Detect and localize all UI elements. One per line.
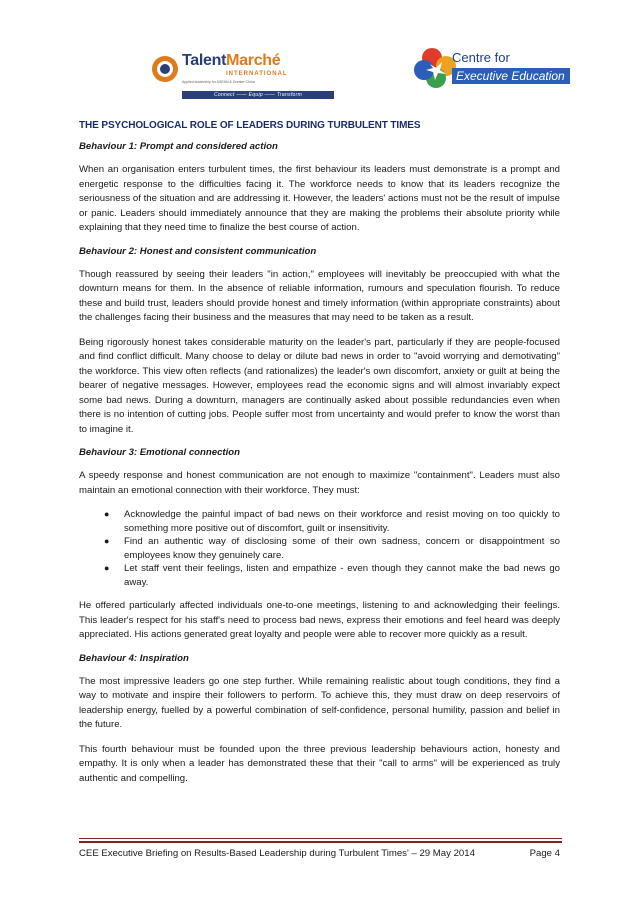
footer-citation: CEE Executive Briefing on Results-Based Leadership during Turbulent Times' – 29 May 2014 bbox=[79, 848, 475, 859]
talentmarche-wordmark bbox=[182, 52, 280, 70]
footer-divider-thick bbox=[79, 841, 562, 843]
section-heading-behaviour-2: Behaviour 2: Honest and consistent communication bbox=[79, 245, 317, 257]
cee-name-line1: Centre for bbox=[452, 50, 510, 65]
document-title: THE PSYCHOLOGICAL ROLE OF LEADERS DURING TURBULENT TIMES bbox=[79, 120, 421, 131]
bullet-icon: ● bbox=[104, 563, 110, 573]
paragraph: A speedy response and honest communication are not enough to maximize "containment". Leaders must also maintain an emotional connection with their workforce. They must: bbox=[79, 470, 560, 496]
section-heading-behaviour-4: Behaviour 4: Inspiration bbox=[79, 652, 189, 664]
paragraph: Though reassured by seeing their leaders "in action," employees will inevitably be preoccupied with what the downturn means for them. In the absence of reliable information, rumours and speculation flourish. To reduce these and build trust, leaders should provide honest and timely information (within appropriate constraints) about the challenges facing their business and the measures that may need to be taken as a result. bbox=[79, 268, 560, 323]
bullet-item bbox=[79, 562, 560, 589]
bullet-item bbox=[79, 535, 560, 562]
bullet-text: Acknowledge the painful impact of bad news on their workforce and resist moving on too quickly to something more positive out of discomfort, guilt or insensitivity. bbox=[124, 509, 560, 534]
talentmarche-strip: Connect —— Equip —— Transform bbox=[182, 91, 334, 99]
section-heading-behaviour-1: Behaviour 1: Prompt and considered action bbox=[79, 141, 278, 152]
talentmarche-tagline: Applied leadership for ASEAN & Greater China bbox=[182, 80, 255, 84]
cee-logo bbox=[410, 42, 570, 98]
document-body bbox=[79, 120, 560, 796]
paragraph: When an organisation enters turbulent times, the first behaviour its leaders must demonstrate is a prompt and energetic response to the difficulties facing it. The workforce needs to know that its leaders recognize the seriousness of the situation and are addressing it. However, the leaders' actions must not be the result of impulse or panic. Leaders should immediately announce that they are making the problems their absolute priority while explaining that they need time to finalize the best course of action. bbox=[79, 164, 560, 233]
section-heading-behaviour-3: Behaviour 3: Emotional connection bbox=[79, 447, 240, 458]
paragraph: This fourth behaviour must be founded upon the three previous leadership behaviours action, honesty and empathy. It is only when a leader has demonstrated these that their "call to arms" will be experienced as truly authentic and compelling. bbox=[79, 743, 560, 784]
footer-divider-thin bbox=[79, 838, 562, 839]
bullet-list bbox=[79, 508, 560, 589]
bullet-item bbox=[79, 508, 560, 535]
talentmarche-subtitle: INTERNATIONAL bbox=[226, 71, 288, 77]
paragraph: Being rigorously honest takes considerable maturity on the leader's part, particularly if they are people-focused and find conflict difficult. Many choose to delay or dilute bad news in order to "avoid worrying and demotivating" the workforce. This view often reflects (and rationalizes) the leader's own discomfort, anxiety or guilt at being the bearer of negative messages. However, employees read the economic signs and will almost invariably expect some bad news. During a downturn, managers are continually asked about possible redundancies even when there is no intention of cutting jobs. People suffer most from uncertainty and would prefer to know the worst than to imagine it. bbox=[79, 336, 560, 435]
bullet-icon: ● bbox=[104, 509, 110, 519]
talentmarche-name-part1: Talent bbox=[182, 52, 227, 69]
talentmarche-name-part2: Marché bbox=[226, 52, 281, 69]
bullet-icon: ● bbox=[104, 536, 110, 546]
paragraph: He offered particularly affected individuals one-to-one meetings, listening to and acknowledging their feelings. This leader's respect for his staff's need to process bad news, express their emotions and feel heard was deeply appreciated. His actions generated great loyalty and people were able to recover more quickly as a result. bbox=[79, 600, 560, 640]
paragraph: The most impressive leaders go one step further. While remaining realistic about tough conditions, they find a way to motivate and inspire their followers to perform. To achieve this, they must draw on deep reservoirs of leadership energy, fuelled by a powerful combination of self-confidence, personal humility, passion and belief in the future. bbox=[79, 675, 560, 730]
talentmarche-logo bbox=[150, 46, 340, 106]
bullet-text: Find an authentic way of disclosing some of their own sadness, concern or disappointment so employees know they genuinely care. bbox=[124, 536, 560, 561]
bullet-text: Let staff vent their feelings, listen and empathize - even though they cannot make the bad news go away. bbox=[124, 563, 560, 588]
talentmarche-emblem-icon bbox=[150, 54, 180, 84]
cee-name-line2: Executive Education bbox=[452, 68, 570, 84]
page-number: Page 4 bbox=[529, 848, 560, 859]
